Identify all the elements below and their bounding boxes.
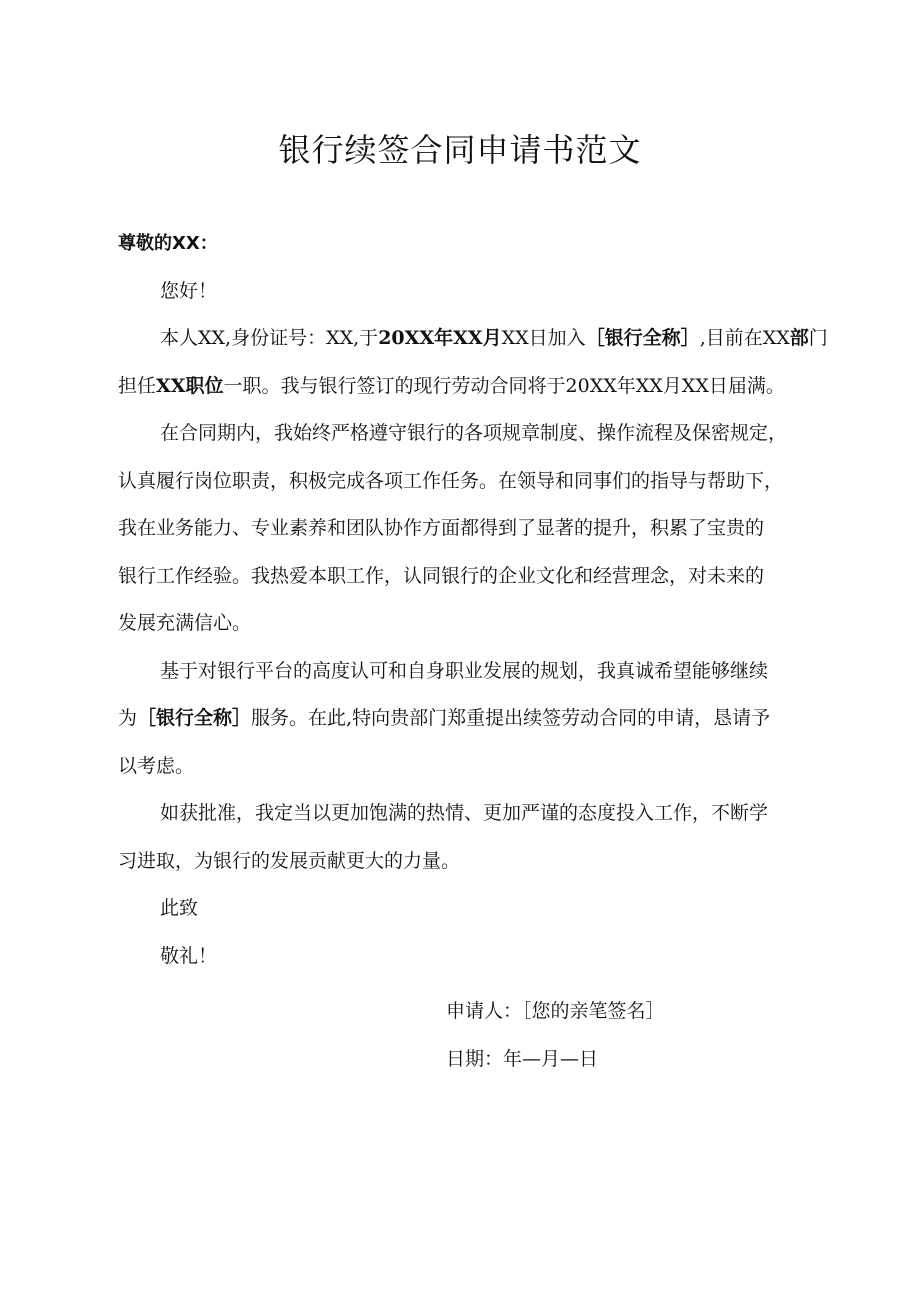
expiry-date: 20XX年XX月XX — [565, 374, 709, 397]
text-span: XX日加入 — [501, 327, 586, 349]
text-span: 为 — [118, 707, 138, 729]
paragraph-line — [118, 695, 806, 743]
paragraph-performance — [118, 410, 806, 648]
position-bold: XX职位 — [156, 374, 224, 397]
signature-block — [446, 988, 665, 1083]
bank-name-placeholder: ［银行全称］ — [137, 707, 252, 729]
greeting: 您好！ — [160, 279, 218, 302]
paragraph-request — [118, 648, 806, 791]
document-title: 银行续签合同申请书范文 — [278, 131, 642, 169]
text-span: 服务。在此,特向贵部门郑重提出续签劳动合同的申请，恳请予 — [251, 707, 771, 729]
date-line: 日期：年—月—日 — [446, 1047, 599, 1070]
paragraph-line — [118, 315, 828, 363]
paragraph-line: 我在业务能力、专业素养和团队协作方面都得到了显著的提升，积累了宝贵的 — [118, 517, 765, 539]
paragraph-line: 在合同期内，我始终严格遵守银行的各项规章制度、操作流程及保密规定， — [160, 422, 788, 444]
closing-salute: 敬礼！ — [160, 944, 218, 967]
text-span: 本人XX,身份证号：XX,于 — [160, 327, 379, 349]
text-span: ,目前在XX — [699, 327, 790, 349]
paragraph-line: 银行工作经验。我热爱本职工作，认同银行的企业文化和经营理念，对未来的 — [118, 564, 765, 587]
department-bold: 部 — [789, 327, 809, 349]
paragraph-commitment — [118, 790, 806, 885]
text-span: 门 — [808, 327, 828, 349]
paragraph-line: 习进取，为银行的发展贡献更大的力量。 — [118, 849, 461, 872]
paragraph-line: 认真履行岗位职责，积极完成各项工作任务。在领导和同事们的指导与帮助下， — [118, 469, 784, 492]
closing-line: 此致 — [160, 897, 199, 919]
date-bold: 20XX年XX月 — [378, 327, 502, 349]
salutation: 尊敬的XX： — [118, 233, 218, 254]
text-span: 担任 — [118, 374, 157, 397]
paragraph-intro — [118, 315, 828, 410]
text-span: 日届满。 — [708, 374, 785, 397]
paragraph-line: 如获批准，我定当以更加饱满的热情、更加严谨的态度投入工作，不断学 — [160, 802, 769, 824]
paragraph-line: 基于对银行平台的高度认可和自身职业发展的规划，我真诚希望能够继续 — [160, 659, 769, 682]
paragraph-line: 发展充满信心。 — [118, 612, 252, 634]
applicant-line: 申请人：［您的亲笔签名］ — [446, 1000, 665, 1022]
letter-body — [118, 220, 828, 980]
text-span: 一职。我与银行签订的现行劳动合同将于 — [223, 374, 566, 397]
paragraph-line: 以考虑。 — [118, 754, 195, 777]
bank-name-placeholder: ［银行全称］ — [585, 327, 700, 349]
paragraph-line — [118, 363, 806, 411]
